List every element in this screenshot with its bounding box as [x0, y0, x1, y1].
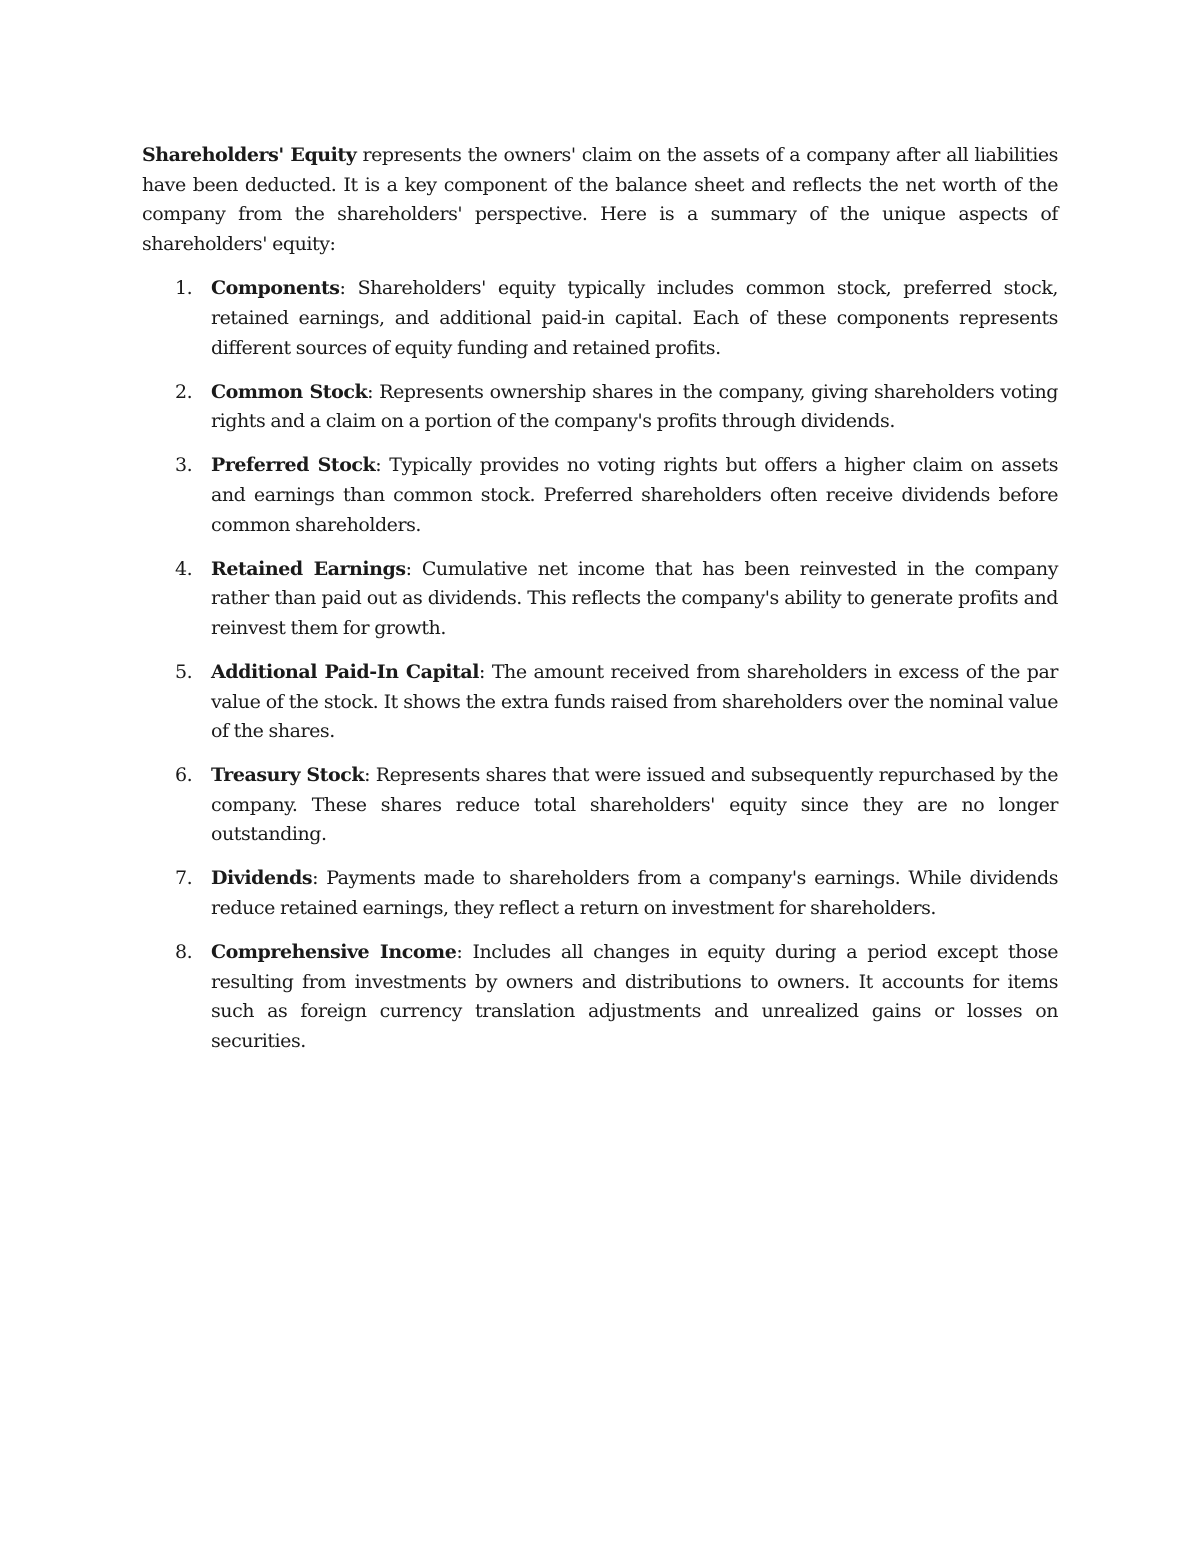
aspects-list: [142, 274, 1058, 1056]
item-term: Additional Paid-In Capital: [211, 660, 480, 683]
list-item: [142, 658, 1058, 747]
item-term: Components: [211, 277, 340, 300]
item-term: Treasury Stock: [211, 764, 365, 787]
item-number: 7.: [175, 867, 193, 890]
item-number: 8.: [175, 941, 193, 964]
item-text: : Includes all changes in equity during a period except those resulting from investments by owners and distributions to owners. It accounts for items such as foreign currency translation adjustments and unrealized gains or losses on securities.: [211, 941, 1058, 1052]
intro-term: Shareholders' Equity: [142, 144, 357, 166]
list-item: [142, 761, 1058, 850]
item-number: 1.: [175, 277, 193, 300]
item-term: Comprehensive Income: [211, 941, 457, 964]
item-text: : Represents ownership shares in the company, giving shareholders voting rights and a claim on a portion of the company's profits through dividends.: [211, 380, 1058, 433]
item-number: 3.: [175, 454, 193, 477]
item-term: Dividends: [211, 867, 313, 890]
list-item: [142, 938, 1058, 1056]
list-item: [142, 378, 1058, 437]
item-text: : Represents shares that were issued and subsequently repurchased by the company. These shares reduce total shareholders' equity since they are no longer outstanding.: [211, 764, 1059, 846]
item-text: : The amount received from shareholders in excess of the par value of the stock. It shows the extra funds raised from shareholders over the nominal value of the shares.: [211, 660, 1058, 743]
list-item: [142, 451, 1058, 540]
item-number: 4.: [175, 557, 193, 580]
intro-text: represents the owners' claim on the assets of a company after all liabilities have been deducted. It is a key component of the balance sheet and reflects the net worth of the company from the shareholders' perspective. Here is a summary of the unique aspects of shareholders' equity:: [142, 144, 1058, 255]
item-text: : Payments made to shareholders from a company's earnings. While dividends reduce retained earnings, they reflect a return on investment for shareholders.: [211, 867, 1058, 920]
item-text: : Cumulative net income that has been reinvested in the company rather than paid out as dividends. This reflects the company's ability to generate profits and reinvest them for growth.: [211, 557, 1059, 639]
list-item: [142, 555, 1058, 644]
intro-paragraph: [142, 141, 1058, 259]
list-item: [142, 274, 1058, 363]
item-term: Retained Earnings: [211, 557, 406, 580]
item-number: 5.: [175, 660, 193, 683]
list-item: [142, 864, 1058, 923]
item-number: 2.: [175, 380, 193, 403]
item-term: Common Stock: [211, 380, 368, 403]
item-text: : Typically provides no voting rights but offers a higher claim on assets and earnings than common stock. Preferred shareholders often receive dividends before common shareholders.: [211, 454, 1058, 536]
item-number: 6.: [175, 764, 193, 787]
item-term: Preferred Stock: [211, 454, 376, 477]
document-page: [142, 141, 1058, 1071]
item-text: : Shareholders' equity typically includes common stock, preferred stock, retained earnings, and additional paid-in capital. Each of these components represents different sources of equity funding and retained profits.: [211, 277, 1058, 359]
